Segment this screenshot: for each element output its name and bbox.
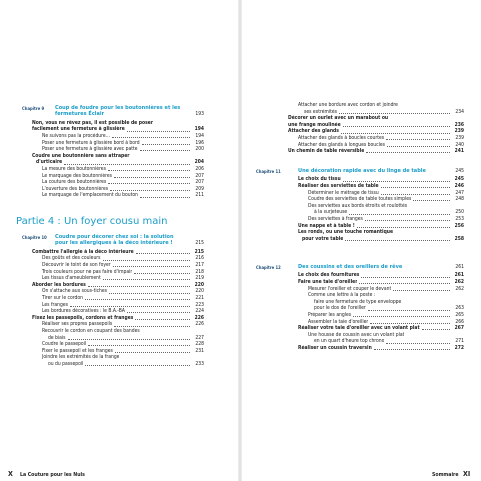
toc-entry[interactable]: Des goûts et des couleurs 216 [42,255,204,262]
toc-entry[interactable]: Trois couleurs pour ne pas faire d'impair 218 [42,268,204,275]
toc-entry[interactable]: Déterminer le métrage de tissu 247 [308,189,464,196]
chapter-11-entries [256,176,464,242]
chapter-page: 261 [455,263,464,270]
toc-entry[interactable]: On s'attache aux sous-tiches 220 [42,288,204,295]
chapter-page: 245 [455,167,464,174]
chapter-11-heading[interactable] [256,168,464,174]
running-title: Sommaire [432,472,459,478]
toc-entry[interactable]: Les ronds, ou une touche romantique [298,229,394,236]
toc-entry[interactable]: de biais 227 [48,334,204,341]
chapter-9-entries [22,120,204,199]
toc-entry[interactable]: ou du passepoil 233 [48,360,204,367]
toc-entry[interactable]: Une nappe et à table ! 256 [298,222,464,229]
chapter-9-heading[interactable] [22,105,204,118]
toc-entry[interactable]: pour le dos de l'oreiller 263 [314,305,464,312]
toc-entry[interactable]: Comme une lettre à la poste : [308,292,376,299]
toc-entry[interactable]: Réaliser ses propres passepoils 226 [42,321,204,328]
right-toc-ch12 [256,262,464,352]
toc-entry[interactable]: pour votre table 258 [302,235,464,242]
running-title: La Couture pour les Nuls [20,472,85,478]
toc-entry[interactable]: L'ouverture des boutonnières 209 [42,185,204,192]
toc-entry[interactable]: Le marquage de l'emplacement du bouton 211 [42,192,204,199]
toc-entry[interactable]: Les bordures décoratives : le B.A.-BA 224 [42,308,204,315]
toc-entry[interactable]: Non, vous ne rêvez pas, il est possible de poser [32,119,154,126]
chapter-title: Une décoration rapide avec du linge de table [298,168,426,174]
toc-entry[interactable]: à la surjeteuse 250 [314,209,464,216]
toc-entry[interactable]: Des serviettes aux bords étroits et roulottés [308,202,408,209]
toc-entry[interactable]: faire une fermeture de type enveloppe [314,298,402,305]
toc-entry[interactable]: en un quart d'heure top chrono 271 [314,338,464,345]
chapter-label: Chapitre 9 [22,106,45,111]
right-toc-ch11 [256,166,464,242]
left-toc [22,103,204,199]
toc-entry[interactable]: Mesurer l'oreiller et couper le devant 262 [308,285,464,292]
chapter-12-entries [256,272,464,351]
part-4-title[interactable]: Partie 4 : Un foyer cousu main [16,216,168,227]
toc-entry[interactable]: Réaliser un coussin traversin 272 [298,344,464,351]
chapter-label: Chapitre 10 [22,235,47,240]
toc-entry[interactable]: Poser une fermeture à glissière avec patte 200 [42,146,204,153]
toc-entry[interactable]: Les tissus d'ameublement 219 [42,275,204,282]
toc-entry[interactable]: Le choix du tissu 245 [298,176,464,183]
toc-entry[interactable]: Attacher des glands 239 [288,128,464,135]
toc-entry[interactable]: Découvrir le toint de son foyer 217 [42,262,204,268]
toc-entry[interactable]: La couture des boutonnières 207 [42,179,204,186]
chapter-title: Coudre pour décorer chez soi : la solution pour les allergiques à la déco intérieure ! [55,234,174,247]
toc-entry[interactable]: Les franges 223 [42,301,204,308]
toc-entry[interactable]: Attacher une bordure avec cordon et joindre [298,102,398,108]
toc-entry[interactable]: Réaliser des serviettes de table 246 [298,183,464,189]
toc-entry[interactable]: Le marquage des boutonnières 207 [42,172,204,179]
toc-entry[interactable]: Combattre l'allergie à la déco intérieure 215 [32,248,204,255]
toc-entry[interactable]: Préparer les angles 265 [308,311,464,318]
chapter-10-entries [22,249,204,368]
chapter-10-heading[interactable] [22,234,204,247]
toc-entry[interactable]: Faire une taie d'oreiller 262 [298,279,464,285]
toc-entry[interactable]: ses extrémités 234 [304,108,464,115]
toc-entry[interactable]: Aborder les bordures 220 [32,281,204,288]
toc-entry[interactable]: Le choix des fournitures 261 [298,272,464,279]
toc-entry[interactable]: d'urticaire 204 [36,159,204,166]
chapter-page: 215 [195,240,204,247]
chapter-label: Chapitre 12 [256,265,281,270]
toc-entry[interactable]: Réaliser votre taie d'oreiller avec un volant plat 267 [298,325,464,332]
toc-entry[interactable]: une frange moulinée 236 [288,121,464,128]
toc-entry[interactable]: Coudre des serviettes de table toutes simples 248 [308,196,464,203]
toc-entry[interactable]: Recouvrir le cordon en coupant des bandes [42,327,140,334]
toc-entry[interactable]: Coudre le passepoil 228 [42,341,204,348]
chapter-page: 193 [195,111,204,118]
chapter-title: Coup de foudre pour les boutonnières et les fermetures Éclair [55,105,181,118]
toc-entry[interactable]: Décorer un ourlet avec un marabout ou [288,115,389,122]
toc-entry[interactable]: Fixez les passepoils, cordons et franges 226 [32,314,204,321]
chapter-label: Chapitre 11 [256,169,281,174]
toc-entry[interactable]: Coudre une boutonnière sans attraper [32,152,130,159]
toc-entry[interactable]: facilement une fermeture à glissière 194 [32,126,204,133]
toc-entry[interactable]: Un chemin de table réversible 241 [288,148,464,155]
toc-entry[interactable]: Attacher des glands à boucles courtes 239 [298,134,464,141]
toc-entry[interactable]: Une housse de coussin avec un volant plat [308,331,405,338]
folio-number: X [8,470,13,478]
left-page [0,0,240,481]
toc-entry[interactable]: Des serviettes à franges 253 [308,215,464,222]
left-toc-part4 [22,232,204,368]
chapter-title: Des coussins et des oreillers de rêve [298,264,403,270]
right-toc-intro [288,102,464,155]
chapter-12-heading[interactable] [256,264,464,270]
toc-entry[interactable]: Ne suivons pas la procédure... 194 [42,133,204,139]
toc-entry[interactable]: Attacher des glands à longues boucles 240 [298,141,464,148]
toc-entry[interactable]: Joindre les extrémités de la frange [42,354,120,361]
toc-entry[interactable]: Poser une fermeture à glissière bord à bord 196 [42,139,204,146]
folio-number: XI [463,470,471,478]
toc-entry[interactable]: Fixer le passepoil et les franges 231 [42,347,204,354]
toc-entry[interactable]: Tirer sur le cordon 221 [42,294,204,301]
toc-entry[interactable]: Assembler la taie d'oreiller 266 [308,318,464,325]
toc-entry[interactable]: La mesure des boutonnières 206 [42,165,204,172]
